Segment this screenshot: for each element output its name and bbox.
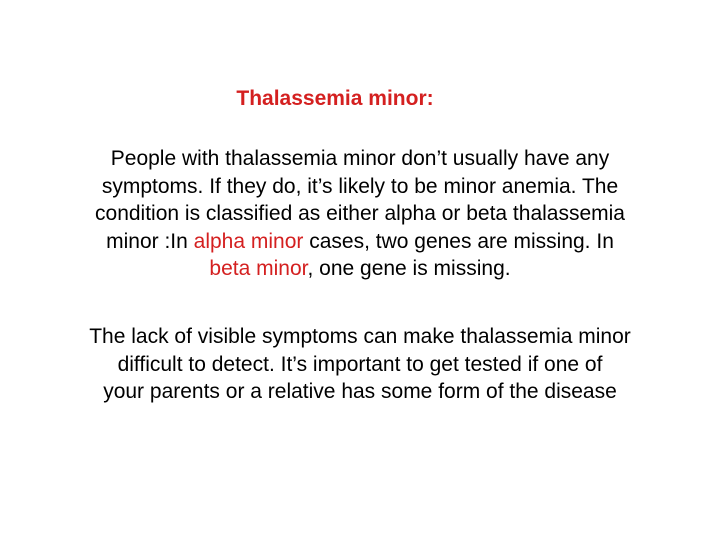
paragraph-line (30, 255, 690, 283)
text-fragment: cases, two genes are missing. In (303, 229, 614, 253)
paragraph-detection (30, 323, 690, 406)
paragraph-symptoms (30, 145, 690, 283)
highlight-alpha-minor: alpha minor (193, 229, 304, 253)
paragraph-line: People with thalassemia minor don’t usually have any (110, 147, 610, 170)
text-fragment: , one gene is missing. (307, 257, 511, 280)
paragraph-line: The lack of visible symptoms can make thalassemia minor (89, 325, 631, 348)
paragraph-line: difficult to detect. It’s important to get tested if one of (117, 352, 603, 376)
paragraph-line (30, 228, 690, 256)
text-fragment: minor :In (106, 229, 194, 253)
highlight-beta-minor: beta minor (209, 257, 308, 280)
slide-title: Thalassemia minor: (236, 87, 434, 110)
paragraph-line: symptoms. If they do, it’s likely to be minor anemia. The (101, 174, 619, 198)
paragraph-line: condition is classified as either alpha or beta thalassemia (95, 202, 625, 225)
paragraph-line: your parents or a relative has some form of the disease (103, 380, 617, 403)
